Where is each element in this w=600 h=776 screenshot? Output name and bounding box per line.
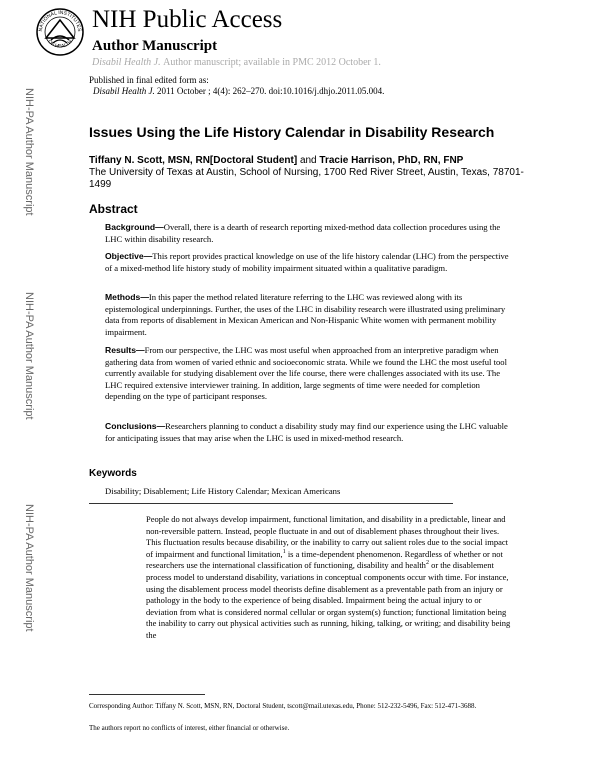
availability-line xyxy=(92,57,381,69)
author-manuscript-label: Author Manuscript xyxy=(92,38,218,54)
side-label-middle: NIH-PA Author Manuscript xyxy=(23,292,35,420)
footnote-divider xyxy=(89,694,205,695)
author-names xyxy=(89,155,529,167)
keywords-heading: Keywords xyxy=(89,468,137,479)
correspondence-footnote: Corresponding Author: Tiffany N. Scott, MSN, RN, Doctoral Student, tscott@mail.utexas.edu, Phone: 512-232-5496, Fax: 512-471-3688. xyxy=(89,702,477,710)
author-1: Tiffany N. Scott, MSN, RN[Doctoral Student] xyxy=(89,155,298,166)
journal-abbrev: Disabil Health J. xyxy=(92,57,161,68)
nih-seal-logo xyxy=(36,8,84,56)
abstract-conclusions xyxy=(105,421,517,444)
citation-ref-1: 1 xyxy=(282,548,286,555)
side-label-bottom: NIH-PA Author Manuscript xyxy=(23,504,35,632)
abstract-background xyxy=(105,222,517,245)
side-label-top: NIH-PA Author Manuscript xyxy=(23,88,35,216)
publication-info xyxy=(89,75,384,97)
article-title: Issues Using the Life History Calendar in Disability Research xyxy=(89,124,495,140)
abstract-text: From our perspective, the LHC was most useful when approached from an interpretive paradigm when gathering data from women of varied ethnic and socioeconomic strata. While we found the LHC the most useful tool currently available for studying disablement over the life course, there were challenges associated with its use. The LHC required extensive interviewer training. In addition, large segments of time were needed for completion depending on the type of participant responses. xyxy=(105,345,507,402)
abstract-text: Researchers planning to conduct a disability study may find our experience using the LHC valuable for anticipating issues that may arise when the LHC is used in mixed-method research. xyxy=(105,421,508,443)
nih-public-access-title: NIH Public Access xyxy=(92,6,283,33)
conflict-footnote: The authors report no conflicts of interest, either financial or otherwise. xyxy=(89,724,290,732)
abstract-text: In this paper the method related literature referring to the LHC was reviewed along with its epistemological underpinnings. Further, the uses of the LHC in disability research were illustrated using preliminary data from reports of disablement in Mexican American and Non-Hispanic White women with permanent mobility impairment. xyxy=(105,292,506,337)
body-text-part-2: is a time-dependent phenomenon. Regardless of whether or not researchers use the international classification of functioning, disability and health xyxy=(146,548,503,571)
abstract-label: Methods— xyxy=(105,292,149,302)
abstract-methods xyxy=(105,292,517,338)
section-divider xyxy=(89,503,453,504)
author-affiliation: The University of Texas at Austin, School of Nursing, 1700 Red River Street, Austin, Texas, 78701-1499 xyxy=(89,167,524,190)
seal-top-text: NATIONAL INSTITUTES xyxy=(37,9,83,32)
abstract-heading: Abstract xyxy=(89,202,138,216)
publication-journal: Disabil Health J. xyxy=(93,86,155,96)
abstract-label: Results— xyxy=(105,345,145,355)
publication-citation xyxy=(89,86,384,97)
abstract-objective xyxy=(105,251,517,274)
abstract-label: Conclusions— xyxy=(105,421,166,431)
abstract-text: Overall, there is a dearth of research reporting mixed-method data collection procedures using the LHC within disability research. xyxy=(105,222,501,244)
citation-ref-2: 2 xyxy=(425,560,429,567)
body-text-part-1: People do not always develop impairment, functional limitation, and disability in a predictable, linear and non-reversible pattern. Instead, people fluctuate in and out of disablement phases throughout their lives. This fluctuation results because disability, or the inability to carry out salient roles due to the social impact of impairment and functional limitation, xyxy=(146,514,509,559)
seal-bottom-text: OF HEALTH xyxy=(46,38,74,50)
abstract-label: Objective— xyxy=(105,251,153,261)
abstract-label: Background— xyxy=(105,222,164,232)
author-2: Tracie Harrison, PhD, RN, FNP xyxy=(319,155,464,166)
publication-citation-text: 2011 October ; 4(4): 262–270. doi:10.1016/j.dhjo.2011.05.004. xyxy=(157,86,385,96)
body-text-part-3: or the disablement process model to understand disability, variations in conceptual components occur with time. For instance, using the disablement process model theorists define disablement as a preventable path from an injury or pathology in the body to the experience of being disabled. Impairment being the actual injury to or deviation from what is considered normal cellular or organ system(s) function; functional limitation being the inability to carry out physical activities such as running, hiking, talking, or writing; and disability being the xyxy=(146,560,511,640)
availability-text: Author manuscript; available in PMC 2012 October 1. xyxy=(163,57,381,68)
abstract-text: This report provides practical knowledge on use of the life history calendar (LHC) from the perspective of a mixed-method life history study of mobility impairment situated within a qualitative paradigm. xyxy=(105,251,509,273)
author-block xyxy=(89,155,529,191)
author-conjunction: and xyxy=(299,155,317,166)
keywords-list: Disability; Disablement; Life History Calendar; Mexican Americans xyxy=(105,486,341,496)
body-paragraph xyxy=(146,514,514,642)
abstract-results xyxy=(105,345,517,403)
publication-intro: Published in final edited form as: xyxy=(89,75,209,85)
